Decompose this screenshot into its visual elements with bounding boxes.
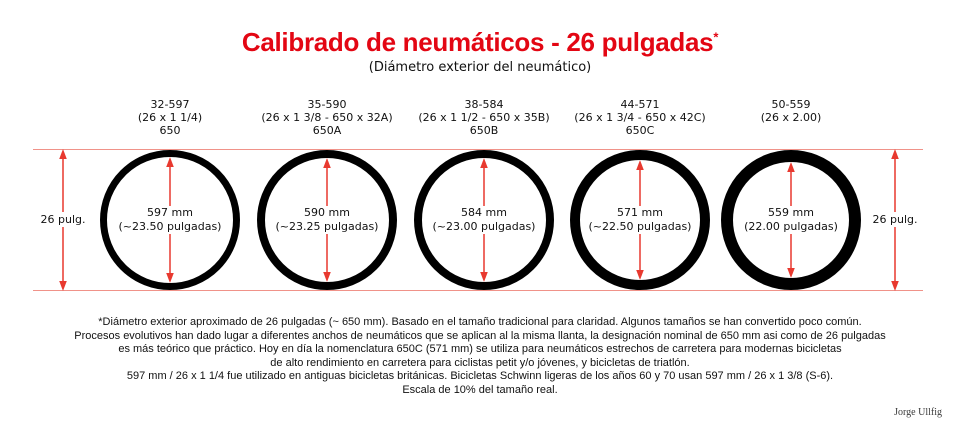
title-asterisk: *	[713, 29, 719, 45]
diameter-inches: (22.00 pulgadas)	[744, 220, 838, 233]
tire-size-iso: 32-597	[150, 98, 190, 111]
tire-size-alt: (26 x 1 3/4 - 650 x 42C)	[574, 111, 706, 124]
footnote-line: Procesos evolutivos han dado lugar a diferentes anchos de neumáticos que se aplican al la misma llanta, la designación nominal de 650 mm asi como de 26 pulgadas	[74, 329, 886, 342]
diameter-mm: 597 mm	[147, 206, 193, 219]
page-subtitle: (Diámetro exterior del neumático)	[368, 60, 592, 75]
tire-size-alt: (26 x 1 3/8 - 650 x 32A)	[261, 111, 393, 124]
tire-size-label	[681, 98, 901, 124]
diameter-inches: (~23.50 pulgadas)	[118, 220, 222, 233]
diameter-inches: (~22.50 pulgadas)	[588, 220, 692, 233]
reference-label-left-text: 26 pulg.	[40, 213, 86, 226]
tire-size-french: 650	[159, 124, 181, 137]
page-title-text: Calibrado de neumáticos - 26 pulgadas	[241, 27, 714, 57]
diameter-mm: 571 mm	[617, 206, 663, 219]
diameter-mm: 559 mm	[768, 206, 814, 219]
footnote-line: de alto rendimiento en carretera para ciclistas petit y/o jóvenes, y bicicletas de triatlón.	[270, 356, 690, 369]
tire-size-iso: 38-584	[464, 98, 504, 111]
footnote-line: 597 mm / 26 x 1 1/4 fue utilizado en antiguas bicicletas británicas. Bicicletas Schwinn ligeras de los años 60 y 70 usan 597 mm / 26 x 1 3/8 (S-6).	[126, 370, 834, 382]
tire-diameter-label	[681, 206, 901, 234]
diameter-inches: (~23.25 pulgadas)	[275, 220, 379, 233]
tire-size-french: 650A	[312, 124, 342, 137]
tire-size-iso: 44-571	[620, 98, 660, 111]
tire-size-french: 650B	[469, 124, 499, 137]
footnote-line: Escala de 10% del tamaño real.	[402, 383, 558, 396]
tire-size-iso: 50-559	[771, 98, 811, 111]
footnote-line: es más teórico que práctico. Hoy en día la nomenclatura 650C (571 mm) se utiliza para neumáticos estrechos de carretera para modernas bicicletas	[118, 343, 842, 355]
diameter-inches: (~23.00 pulgadas)	[432, 220, 536, 233]
tire-size-alt: (26 x 2.00)	[760, 111, 822, 124]
tire-size-french: 650C	[625, 124, 655, 137]
tire-size-iso: 35-590	[307, 98, 347, 111]
author-signature: Jorge Ullfig	[894, 407, 942, 418]
diameter-mm: 590 mm	[304, 206, 350, 219]
diameter-mm: 584 mm	[461, 206, 507, 219]
reference-line-bottom	[33, 290, 923, 291]
footnote-block	[0, 316, 960, 397]
tire-size-alt: (26 x 1 1/4)	[137, 111, 203, 124]
footnote-line: *Diámetro exterior aproximado de 26 pulgadas (~ 650 mm). Basado en el tamaño tradicional para claridad. Algunos tamaños se han convertido poco común.	[98, 316, 862, 328]
tire-size-alt: (26 x 1 1/2 - 650 x 35B)	[418, 111, 550, 124]
reference-label-right-text: 26 pulg.	[872, 213, 918, 226]
